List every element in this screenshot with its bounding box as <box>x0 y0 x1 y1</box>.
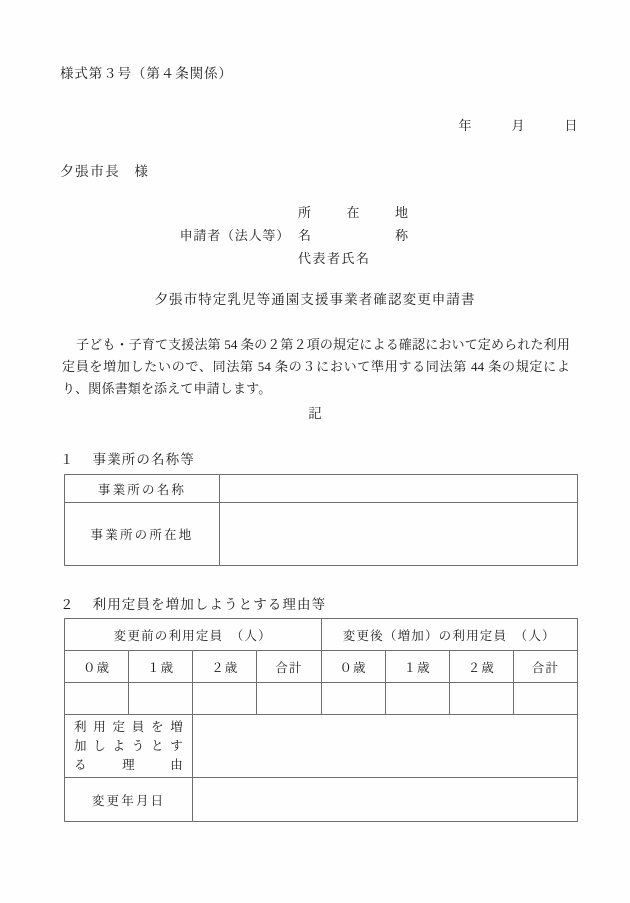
applicant-field-address <box>298 202 408 221</box>
col-header-after-age1: １歳 <box>385 651 449 683</box>
table-row-group-headers <box>65 619 578 651</box>
section-1-title: 事業所の名称等 <box>92 452 195 467</box>
col-header-after-age2: ２歳 <box>449 651 513 683</box>
cell-after-total[interactable] <box>513 683 577 715</box>
document-title: 夕張市特定乳児等通園支援事業者確認変更申請書 <box>154 292 476 307</box>
facility-name-value[interactable] <box>220 475 578 503</box>
date-month-label: 月 <box>511 118 525 133</box>
section-1-heading <box>60 448 195 468</box>
reason-value[interactable] <box>193 715 578 778</box>
body-paragraph: 子ども・子育て支援法第 54 条の２第２項の規定による確認において定められた利用定員を増加したいので、同法第 54 条の３において準用する同法第 44 条の規定により、関係書類を添えて申請します。 <box>62 337 570 396</box>
name-char-2: 称 <box>394 228 408 243</box>
representative-label: 代表者氏名 <box>298 251 371 266</box>
addressee <box>60 160 150 180</box>
applicant-block <box>0 200 630 269</box>
table-row-column-headers <box>65 651 578 683</box>
cell-after-age0[interactable] <box>321 683 385 715</box>
address-char-1: 所 <box>298 205 312 220</box>
cell-before-age0[interactable] <box>65 683 129 715</box>
applicant-label: 申請者（法人等） <box>179 228 290 243</box>
group-header-after: 変更後（増加）の利用定員 （人） <box>321 619 578 651</box>
group-header-before: 変更前の利用定員 （人） <box>65 619 322 651</box>
col-header-after-total: 合計 <box>513 651 577 683</box>
cell-before-age2[interactable] <box>193 683 257 715</box>
col-header-before-total: 合計 <box>257 651 321 683</box>
form-number: 様式第３号（第４条関係） <box>60 66 233 81</box>
address-char-2: 在 <box>346 205 360 220</box>
section-2-title: 利用定員を増加しようとする理由等 <box>92 597 327 612</box>
col-header-before-age2: ２歳 <box>193 651 257 683</box>
table-row <box>65 475 578 503</box>
cell-before-age1[interactable] <box>129 683 193 715</box>
table-row-change-date <box>65 778 578 822</box>
reason-label-line-1: 利用定員を増 <box>74 719 184 734</box>
reason-label <box>65 715 193 778</box>
date-day-label: 日 <box>564 118 578 133</box>
table-row-reason <box>65 715 578 778</box>
name-char-1: 名 <box>298 228 312 243</box>
cell-before-total[interactable] <box>257 683 321 715</box>
date-line <box>0 115 578 134</box>
ki-marker: 記 <box>308 406 322 421</box>
section-1-number: １ <box>60 452 75 467</box>
col-header-before-age1: １歳 <box>129 651 193 683</box>
applicant-row-name <box>0 223 630 246</box>
table-row-data <box>65 683 578 715</box>
change-date-label: 変更年月日 <box>65 778 193 822</box>
reason-label-line-3: る 理 由 <box>74 757 184 772</box>
section-2-number: ２ <box>60 597 75 612</box>
section-2-heading <box>60 593 326 613</box>
facility-name-label: 事業所の名称 <box>65 475 220 503</box>
cell-after-age2[interactable] <box>449 683 513 715</box>
col-header-before-age0: ０歳 <box>65 651 129 683</box>
table-row <box>65 503 578 566</box>
col-header-after-age0: ０歳 <box>321 651 385 683</box>
cell-after-age1[interactable] <box>385 683 449 715</box>
facility-address-value[interactable] <box>220 503 578 566</box>
reason-label-line-2: 加しようとす <box>74 738 184 753</box>
applicant-row-address <box>0 200 630 223</box>
applicant-row-representative <box>0 246 630 269</box>
addressee-title: 夕張市長 <box>60 164 121 179</box>
capacity-table <box>64 618 578 822</box>
facility-address-label: 事業所の所在地 <box>65 503 220 566</box>
applicant-field-name <box>298 225 408 244</box>
change-date-value[interactable] <box>193 778 578 822</box>
date-year-label: 年 <box>458 118 472 133</box>
applicant-field-representative <box>298 248 408 267</box>
address-char-3: 地 <box>394 205 408 220</box>
facility-table <box>64 474 578 566</box>
addressee-honorific: 様 <box>134 164 150 179</box>
